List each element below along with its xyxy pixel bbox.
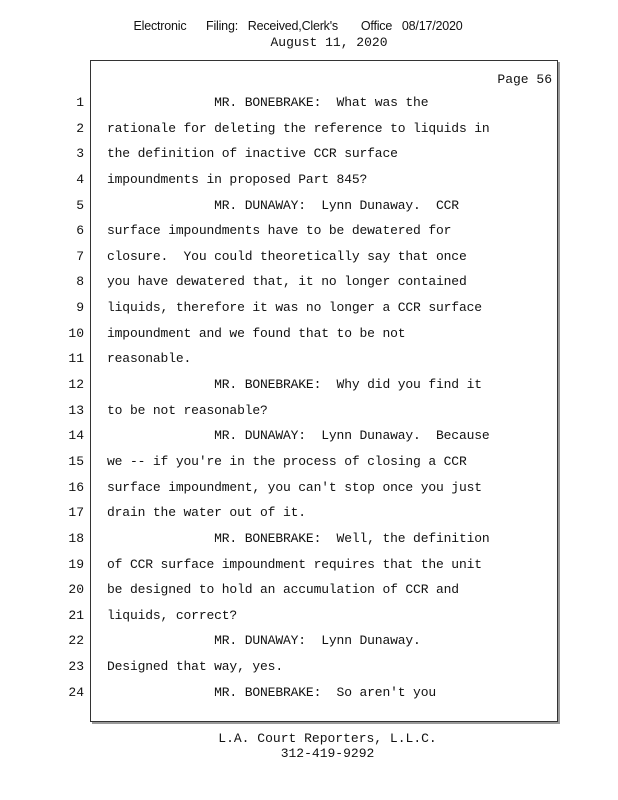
transcript-line: closure. You could theoretically say that once [107, 248, 467, 264]
transcript-line: MR. BONEBRAKE: So aren't you [107, 684, 437, 700]
transcript-line: of CCR surface impoundment requires that the unit [107, 556, 482, 572]
line-number: 8 [76, 274, 84, 290]
line-number: 12 [68, 377, 84, 393]
line-number: 15 [68, 453, 84, 469]
line-number: 20 [68, 582, 84, 598]
line-number: 22 [68, 633, 84, 649]
transcript-line: MR. DUNAWAY: Lynn Dunaway. Because [107, 428, 490, 444]
transcript-line: you have dewatered that, it no longer contained [107, 274, 467, 290]
transcript-line: liquids, therefore it was no longer a CCR surface [107, 300, 482, 316]
line-number: 19 [68, 556, 84, 572]
transcript-line: Designed that way, yes. [107, 659, 283, 675]
line-number: 24 [68, 684, 84, 700]
transcript-line: rationale for deleting the reference to liquids in [107, 120, 490, 136]
transcript-line: surface impoundments have to be dewatered for [107, 223, 452, 239]
line-number: 17 [68, 505, 84, 521]
transcript-line: surface impoundment, you can't stop once you just [107, 479, 482, 495]
line-number: 23 [68, 659, 84, 675]
transcript-line: MR. BONEBRAKE: What was the [107, 95, 429, 110]
transcript-line: liquids, correct? [107, 607, 238, 623]
transcript-line: MR. DUNAWAY: Lynn Dunaway. [107, 633, 421, 649]
transcript-line: drain the water out of it. [107, 505, 306, 521]
transcript-line: reasonable. [107, 351, 192, 367]
court-reporter-phone: 312-419-9292 [280, 746, 375, 761]
transcript-line: the definition of inactive CCR surface [107, 146, 398, 162]
line-number: 1 [76, 95, 84, 110]
transcript-line: impoundment and we found that to be not [107, 325, 406, 341]
line-number: 9 [76, 300, 84, 316]
line-number: 3 [76, 146, 84, 162]
line-number: 6 [76, 223, 84, 239]
line-number: 13 [68, 402, 84, 418]
line-number: 21 [68, 607, 84, 623]
line-number: 18 [68, 530, 84, 546]
filing-stamp: Electronic Filing: Received,Clerk's Office 08/17/2020 [133, 19, 463, 33]
transcript-line: impoundments in proposed Part 845? [107, 171, 368, 187]
line-number: 16 [68, 479, 84, 495]
line-number: 7 [76, 248, 84, 264]
transcript-line: MR. DUNAWAY: Lynn Dunaway. CCR [107, 197, 459, 213]
page-number: Page 56 [497, 72, 552, 87]
transcript-line: to be not reasonable? [107, 402, 268, 418]
line-number: 4 [76, 171, 84, 187]
hearing-date: August 11, 2020 [270, 35, 388, 50]
transcript-text [107, 92, 547, 707]
transcript-line: MR. BONEBRAKE: Well, the definition [107, 530, 490, 546]
line-number: 2 [76, 120, 84, 136]
line-number: 11 [68, 351, 84, 367]
court-reporter-name: L.A. Court Reporters, L.L.C. [218, 731, 437, 746]
transcript-line: we -- if you're in the process of closing a CCR [107, 453, 467, 469]
transcript-line: be designed to hold an accumulation of CCR and [107, 582, 459, 598]
line-number-column [62, 92, 84, 707]
transcript-line: MR. BONEBRAKE: Why did you find it [107, 377, 482, 393]
line-number: 10 [68, 325, 84, 341]
line-number: 5 [76, 197, 84, 213]
line-number: 14 [68, 428, 84, 444]
